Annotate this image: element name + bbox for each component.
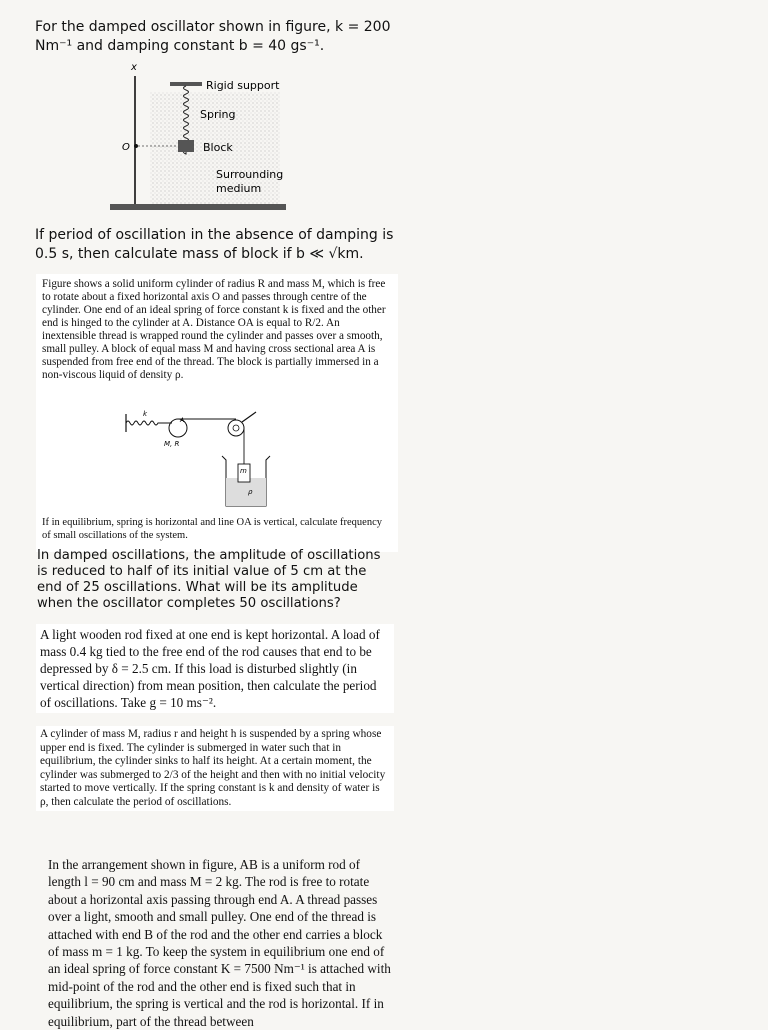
liquid-rho-label: ρ [248,488,253,496]
rigid-support-label: Rigid support [206,79,280,92]
question-6-text: In the arrangement shown in figure, AB is a uniform rod of length l = 90 cm and mass M = 2 kg. The rod is free to rotate about a horizontal axis passing through end A. A thread passes over a light, smooth and small pulley. One end of the thread is attached with end B of the rod and the other end carries a block of mass m = 1 kg. To keep the system in equilibrium one end of an ideal spring of force constant K = 7500 Nm⁻¹ is attached with mid-point of the rod and the other end is fixed such that in equilibrium, the spring is vertical and the rod is horizontal. If in equilibrium, part of the thread between [48,857,391,1029]
spring-k-label: k [143,410,148,418]
block-m-label: m [240,467,247,475]
origin-label: O [122,142,130,153]
cylinder-pulley-figure [118,410,298,510]
question-2-question: If in equilibrium, spring is horizontal and line OA is vertical, calculate frequency of small oscillations of the system. [42,517,382,541]
damped-oscillator-figure [100,62,390,216]
question-1-text: For the damped oscillator shown in figure, k = 200 Nm⁻¹ and damping constant b = 40 gs⁻¹. [35,19,391,54]
pulley [228,420,244,436]
question-1-question: If period of oscillation in the absence of damping is 0.5 s, then calculate mass of block if b ≪ √km. [35,227,394,262]
question-3-text: In damped oscillations, the amplitude of oscillations is reduced to half of its initial value of 5 cm at the end of 25 oscillations. What will be its amplitude when the oscillator completes 50 oscillations? [37,548,381,611]
medium-label-line1: Surrounding [216,168,284,181]
rigid-support-bar [170,82,202,86]
x-axis-label: x [131,62,137,73]
ground-base [110,204,286,210]
spring-coil-2 [126,421,172,425]
question-4-text: A light wooden rod fixed at one end is kept horizontal. A load of mass 0.4 kg tied to the free end of the rod causes that end to be depressed by δ = 2.5 cm. If this load is disturbed slightly (in vertical direction) from mean position, then calculate the period of oscillations. Take g = 10 ms⁻². [36,624,394,713]
cylinder-mr-label: M, R [164,440,180,448]
question-2-text: Figure shows a solid uniform cylinder of radius R and mass M, which is free to rotate about a fixed horizontal axis O and passes through centre of the cylinder. One end of an ideal spring of force constant k is fixed and the other end is hinged to the cylinder at A. Distance OA is equal to R/2. An inextensible thread is wrapped round the cylinder and passes over a smooth, small pulley. A block of equal mass M and having cross sectional area A is suspended from free end of the thread. The block is partially immersed in a non-viscous liquid of density ρ. [42,278,386,381]
point-a-label: A [180,417,185,424]
origin-marker [134,144,138,148]
question-2-block [36,274,398,552]
block [178,140,194,152]
cylinder [169,419,187,437]
block-label: Block [203,141,233,154]
medium-label-line2: medium [216,182,262,195]
question-5-text: A cylinder of mass M, radius r and height h is suspended by a spring whose upper end is fixed. The cylinder is submerged in water such that in equilibrium, the cylinder sinks to half its height. At a certain moment, the cylinder was submerged to 2/3 of the height and then with no initial velocity started to move vertically. If the spring constant is k and density of water is ρ, then calculate the period of oscillations. [36,726,394,811]
spring-label: Spring [200,108,236,121]
